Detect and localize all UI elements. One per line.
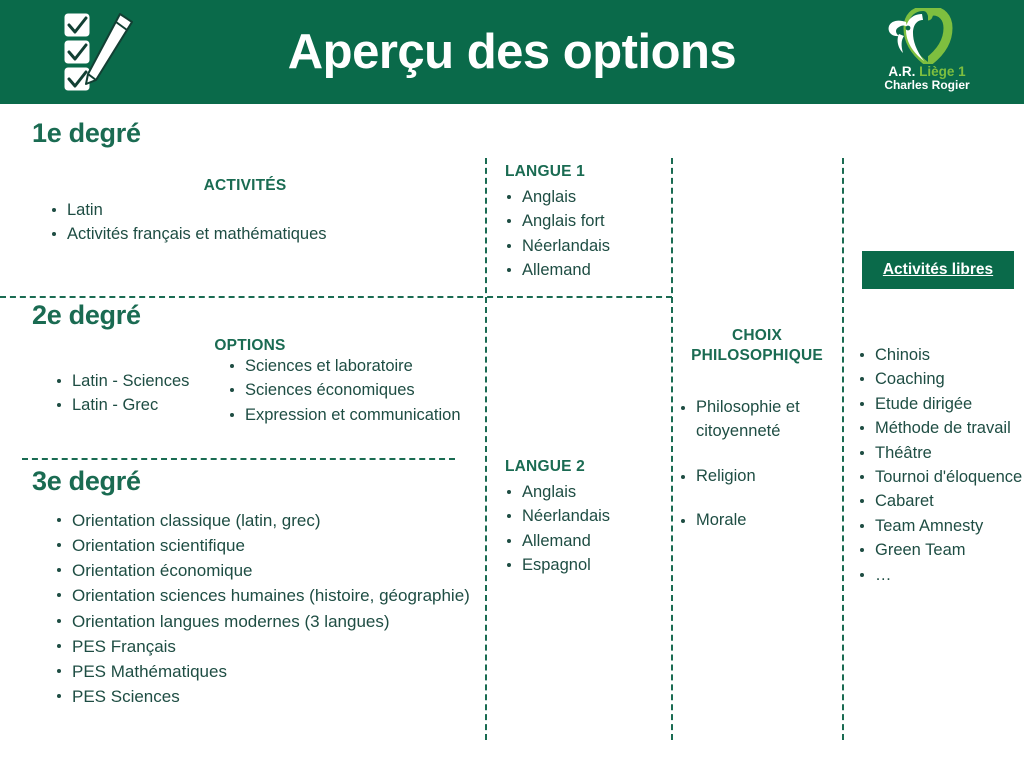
- list-item: Cabaret: [858, 489, 1023, 513]
- list-options-right: [228, 354, 473, 427]
- list-item: Sciences économiques: [228, 378, 473, 402]
- page-header: [0, 0, 1024, 104]
- divider-vertical-2: [671, 158, 673, 740]
- heading-first-degree: 1e degré: [32, 118, 141, 148]
- list-item: Anglais fort: [505, 209, 665, 233]
- heading-third-degree: 3e degré: [32, 466, 141, 496]
- list-item: Orientation économique: [55, 558, 475, 583]
- divider-vertical-3: [842, 158, 844, 740]
- list-item: Chinois: [858, 343, 1023, 367]
- list-activites: [50, 198, 450, 247]
- list-item: Néerlandais: [505, 234, 665, 258]
- list-item: Espagnol: [505, 553, 665, 577]
- list-item: Coaching: [858, 367, 1023, 391]
- list-item: Méthode de travail: [858, 416, 1023, 440]
- list-item: Religion: [679, 464, 839, 488]
- list-item: Latin: [50, 198, 450, 222]
- list-item: Allemand: [505, 529, 665, 553]
- logo-subtitle: Charles Rogier: [884, 78, 970, 93]
- list-item: PES Français: [55, 634, 475, 659]
- school-logo: [868, 8, 986, 98]
- page-title: Aperçu des options: [287, 24, 737, 79]
- list-third-degree: [55, 508, 475, 709]
- heading-langue-1: LANGUE 1: [505, 163, 585, 180]
- heading-langue-2: LANGUE 2: [505, 458, 585, 475]
- list-activites-libres: [858, 343, 1023, 587]
- heading-options: OPTIONS: [214, 337, 286, 354]
- list-item: Orientation classique (latin, grec): [55, 508, 475, 533]
- heading-second-degree: 2e degré: [32, 300, 141, 330]
- list-item: Latin - Grec: [55, 393, 230, 417]
- heading-choix-philosophique: CHOIX PHILOSOPHIQUE: [691, 327, 823, 364]
- list-item: Morale: [679, 508, 839, 532]
- list-item: Activités français et mathématiques: [50, 222, 450, 246]
- list-item: Anglais: [505, 480, 665, 504]
- list-item: …: [858, 563, 1023, 587]
- list-item: Néerlandais: [505, 504, 665, 528]
- list-options-left: [55, 369, 230, 418]
- logo-name-prefix: A.R.: [888, 64, 920, 79]
- list-item: Philosophie et citoyenneté: [679, 395, 839, 444]
- divider-horizontal-degree1-degree2: [0, 296, 672, 298]
- divider-horizontal-degree2-degree3: [22, 458, 455, 460]
- logo-name-accent: Liège 1: [919, 64, 966, 79]
- list-langue-1: [505, 185, 665, 283]
- list-item: Anglais: [505, 185, 665, 209]
- logo-name-line: [868, 64, 986, 79]
- list-item: Orientation scientifique: [55, 533, 475, 558]
- list-item: Tournoi d'éloquence: [858, 465, 1023, 489]
- list-item: Allemand: [505, 258, 665, 282]
- list-item: Orientation langues modernes (3 langues): [55, 609, 475, 634]
- list-item: Latin - Sciences: [55, 369, 230, 393]
- elephant-heart-logo-icon: [882, 8, 974, 64]
- heading-activites-libres-label: Activités libres: [882, 261, 994, 278]
- list-langue-2: [505, 480, 665, 578]
- list-item: Team Amnesty: [858, 514, 1023, 538]
- list-item: Orientation sciences humaines (histoire, géographie): [55, 583, 475, 608]
- list-choix-philosophique: [679, 395, 839, 553]
- heading-activites-libres-box[interactable]: [862, 251, 1014, 289]
- list-item: PES Mathématiques: [55, 659, 475, 684]
- list-item: Sciences et laboratoire: [228, 354, 473, 378]
- list-item: PES Sciences: [55, 684, 475, 709]
- list-item: Green Team: [858, 538, 1023, 562]
- list-item: Théâtre: [858, 441, 1023, 465]
- list-item: Etude dirigée: [858, 392, 1023, 416]
- list-item: Expression et communication: [228, 403, 473, 427]
- heading-activites: ACTIVITÉS: [203, 177, 287, 194]
- divider-vertical-1: [485, 158, 487, 740]
- options-overview-board: [0, 104, 1024, 768]
